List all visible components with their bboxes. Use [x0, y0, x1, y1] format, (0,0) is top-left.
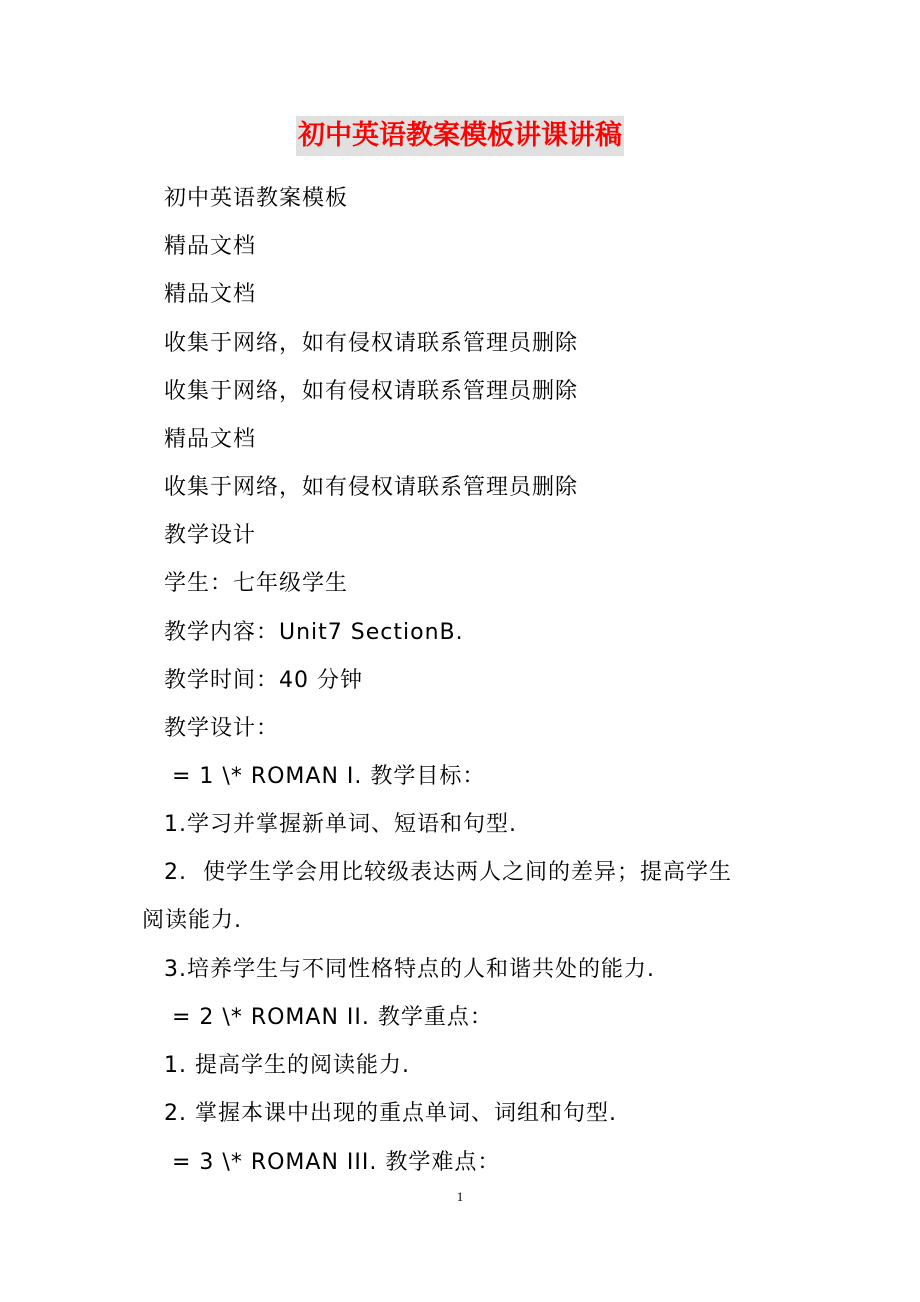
body-line: 2. 掌握本课中出现的重点单词、词组和句型.: [164, 1101, 617, 1126]
roman-heading-2: = 2 \* ROMAN II. 教学重点：: [164, 1005, 493, 1030]
body-line: 收集于网络，如有侵权请联系管理员删除: [164, 475, 579, 500]
document-title: [0, 116, 920, 156]
body-line: 收集于网络，如有侵权请联系管理员删除: [164, 379, 579, 404]
body-line: 精品文档: [164, 427, 257, 452]
page-number: 1: [456, 1189, 464, 1204]
body-line: 初中英语教案模板: [164, 186, 349, 211]
roman-heading-1: = 1 \* ROMAN I. 教学目标：: [164, 764, 486, 789]
body-line: 1. 提高学生的阅读能力.: [164, 1053, 410, 1078]
document-title-text: 初中英语教案模板讲课讲稿: [296, 116, 624, 156]
body-line: 精品文档: [164, 234, 257, 259]
body-line: 收集于网络，如有侵权请联系管理员删除: [164, 331, 579, 356]
body-line: 教学时间：40 分钟: [164, 668, 363, 693]
body-line: 教学内容：Unit7 SectionB.: [164, 620, 464, 645]
body-line: 教学设计: [164, 523, 257, 548]
body-line-continuation: 阅读能力.: [142, 908, 242, 933]
body-line: 2. 使学生学会用比较级表达两人之间的差异；提高学生: [164, 860, 732, 885]
roman-heading-3: = 3 \* ROMAN III. 教学难点：: [164, 1150, 501, 1175]
body-line: 学生：七年级学生: [164, 571, 349, 596]
body-line: 精品文档: [164, 282, 257, 307]
body-line: 1.学习并掌握新单词、短语和句型.: [164, 812, 517, 837]
body-line: 3.培养学生与不同性格特点的人和谐共处的能力.: [164, 957, 655, 982]
body-line: 教学设计：: [164, 716, 280, 741]
